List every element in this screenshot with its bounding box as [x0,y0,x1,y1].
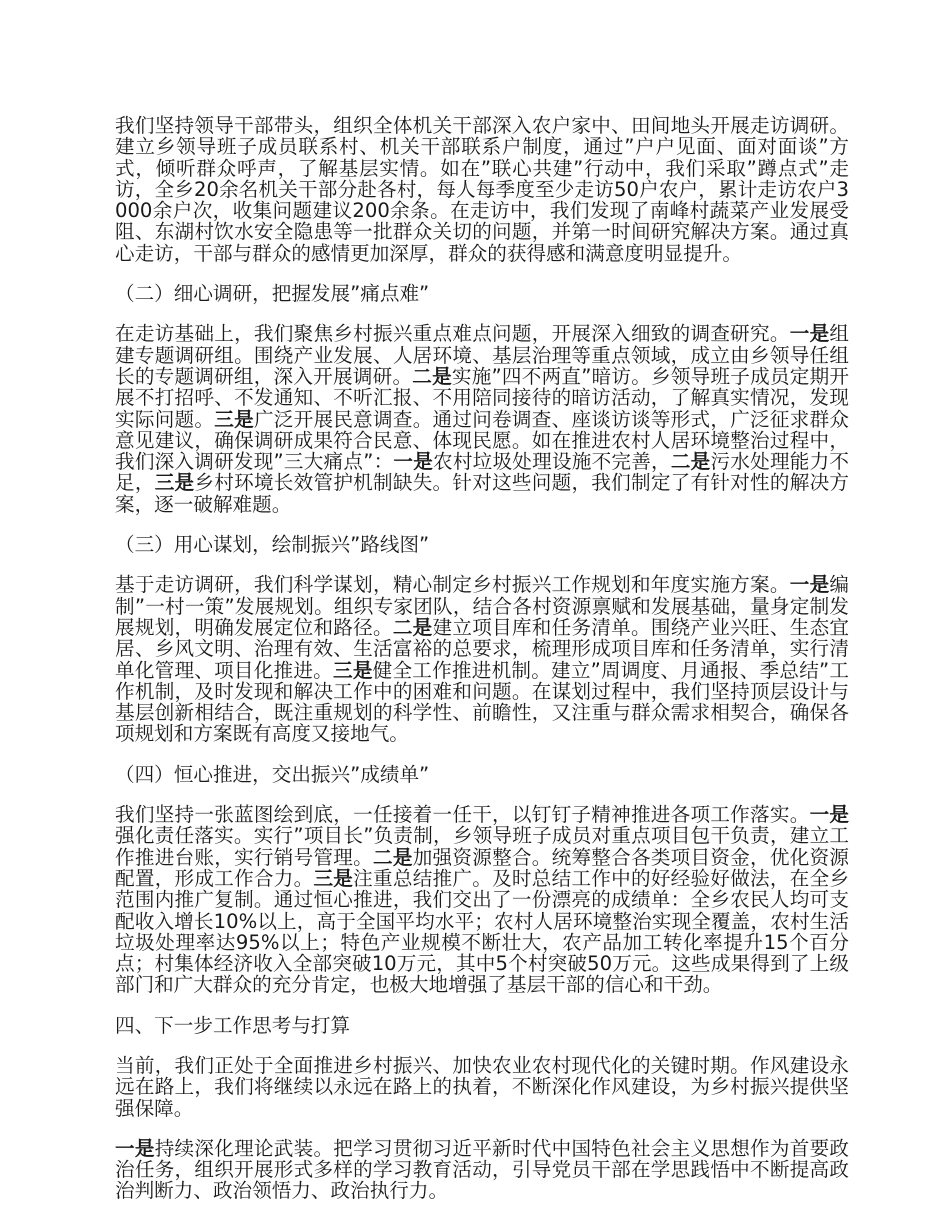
text-run: 我们坚持一张蓝图绘到底，一任接着一任干，以钉钉子精神推进各项工作落实。 [115,803,810,827]
text-run: 污水处理能力不足， [115,450,850,495]
bold-run: 一是 [115,1136,155,1160]
bold-run: 三是 [154,471,195,495]
bold-run: 二是 [372,845,413,869]
bold-run: 二是 [670,450,711,474]
bold-run: 一是 [789,322,830,346]
bold-run: 一是 [809,803,850,827]
text-run: 组建专题调研组。围绕产业发展、人居环境、基层治理等重点领域，成立由乡领导任组长的专题调研组，深入开展调研。 [115,322,850,388]
text-run: 注重总结推广。及时总结工作中的好经验好做法，在全乡范围内推广复制。通过恒心推进，我们交出了一份漂亮的成绩单：全乡农民人均可支配收入增长10%以上，高于全国平均水平；农村人居环境整治实现全覆盖，农村生活垃圾处理率达95%以上；特色产业规模不断壮大，农产品加工转化率提升15个百分点；村集体经济收入全部突破10万元，其中5个村突破50万元。这些成果得到了上级部门和广大群众的充分肯定，也极大地增强了基层干部的信心和干劲。 [115,866,850,997]
text-run: 农村垃圾处理设施不完善， [433,450,671,474]
bold-run: 二是 [412,364,452,388]
text-run: （三）用心谋划，绘制振兴”路线图” [115,533,430,557]
bold-run: 三是 [214,407,254,431]
paragraph [115,574,849,744]
text-run: 在走访基础上，我们聚焦乡村振兴重点难点问题，开展深入细致的调查研究。 [115,322,790,346]
text-run: 建立项目库和任务清单。围绕产业兴旺、生态宜居、乡风文明、治理有效、生活富裕的总要求，梳理形成项目库和任务清单，实行清单化管理、项目化推进。 [115,615,850,682]
section-heading [115,283,849,304]
text-run: （二）细心调研，把握发展”痛点难” [115,282,430,306]
paragraph [115,1138,849,1202]
paragraph [115,115,849,264]
paragraph [115,1055,849,1119]
text-run: 强化责任落实。实行”项目长”负责制，乡领导班子成员对重点项目包干负责，建立工作推进台账，实行销号管理。 [115,824,849,869]
section-heading [115,534,849,555]
bold-run: 三是 [333,658,373,682]
paragraph [115,323,849,515]
text-run: 编制”一村一策”发展规划。组织专家团队，结合各村资源禀赋和发展基础，量身定制发展规划，明确发展定位和路径。 [115,573,850,639]
text-run: 乡村环境长效管护机制缺失。针对这些问题，我们制定了有针对性的解决方案，逐一破解难题。 [115,471,850,516]
text-run: （四）恒心推进，交出振兴”成绩单” [115,762,430,786]
paragraph [115,804,849,996]
text-run: 持续深化理论武装。把学习贯彻习近平新时代中国特色社会主义思想作为首要政治任务，组织开展形式多样的学习教育活动，引导党员干部在学思践悟中不断提高政治判断力、政治领悟力、政治执行力。 [115,1136,850,1203]
text-run: 四、下一步工作思考与打算 [115,1013,351,1037]
text-run: 当前，我们正处于全面推进乡村振兴、加快农业农村现代化的关键时期。作风建设永远在路上，我们将继续以永远在路上的执着，不断深化作风建设，为乡村振兴提供坚强保障。 [115,1053,849,1120]
section-heading [115,764,849,785]
text-run: 基于走访调研，我们科学谋划，精心制定乡村振兴工作规划和年度实施方案。 [115,573,790,597]
text-run: 加强资源整合。统筹整合各类项目资金，优化资源配置，形成工作合力。 [115,845,850,890]
text-run: 广泛开展民意调查。通过问卷调查、座谈访谈等形式，广泛征求群众意见建议，确保调研成果符合民意、体现民愿。如在推进农村人居环境整治过程中，我们深入调研发现”三大痛点”： [115,407,850,474]
document-body [115,115,849,1221]
bold-run: 二是 [392,615,433,639]
text-run: 实施”四不两直”暗访。乡领导班子成员定期开展不打招呼、不发通知、不听汇报、不用陪同接待的暗访活动，了解真实情况，发现实际问题。 [115,364,849,431]
text-run: 我们坚持领导干部带头，组织全体机关干部深入农户家中、田间地头开展走访调研。建立乡领导班子成员联系村、机关干部联系户制度，通过”户户见面、面对面谈”方式，倾听群众呼声，了解基层实情。如在”联心共建”行动中，我们采取”蹲点式”走访，全乡20余名机关干部分赴各村，每人每季度至少走访50户农户，累计走访农户3000余户次，收集问题建议200余条。在走访中，我们发现了南峰村蔬菜产业发展受阻、东湖村饮水安全隐患等一批群众关切的问题，并第一时间研究解决方案。通过真心走访，干部与群众的感情更加深厚，群众的获得感和满意度明显提升。 [115,114,849,265]
bold-run: 一是 [789,573,830,597]
section-heading [115,1015,849,1036]
bold-run: 三是 [313,866,354,890]
text-run: 健全工作推进机制。建立”周调度、月通报、季总结”工作机制，及时发现和解决工作中的困难和问题。在谋划过程中，我们坚持顶层设计与基层创新相结合，既注重规划的科学性、前瞻性，又注重与群众需求相契合，确保各项规划和方案既有高度又接地气。 [115,658,850,746]
bold-run: 一是 [393,450,434,474]
